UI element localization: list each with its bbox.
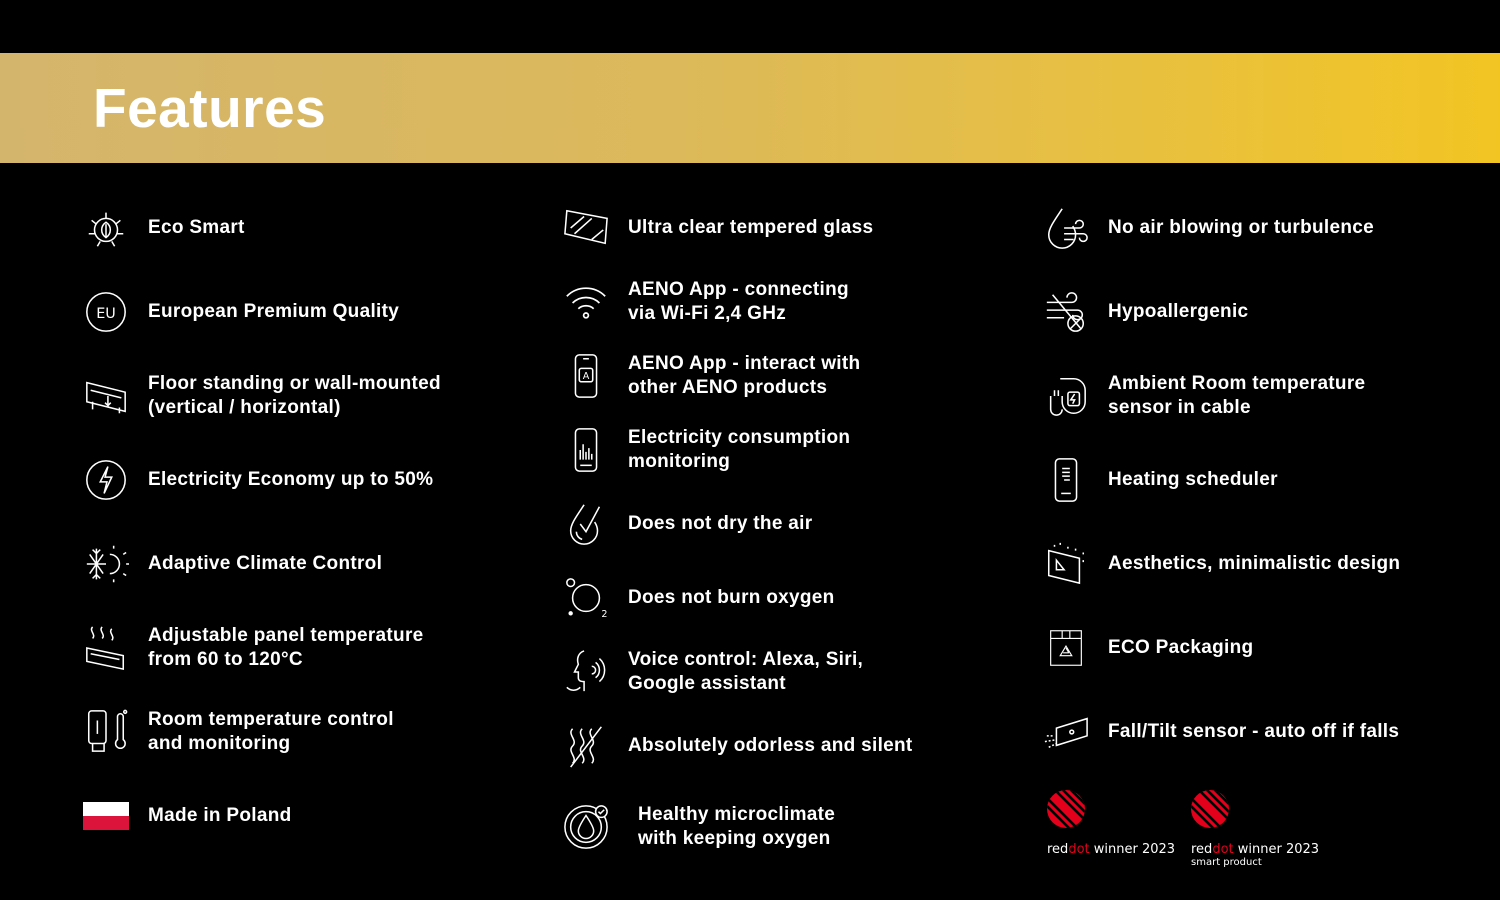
award-subcaption: smart product — [1191, 857, 1262, 868]
feature-label: Ambient Room temperature sensor in cable — [1108, 373, 1366, 418]
feature-eco-smart — [82, 204, 245, 252]
feature-no-air-blowing — [1042, 204, 1374, 252]
award-caption: reddot winner 2023 — [1191, 842, 1320, 857]
poland-flag-icon — [82, 792, 130, 840]
feature-microclimate — [562, 803, 835, 851]
odorless-icon — [562, 722, 610, 770]
feature-label: ECO Packaging — [1108, 637, 1254, 658]
feature-label: Room temperature control and monitoring — [148, 709, 394, 754]
feature-climate-control — [82, 540, 382, 588]
page-title: Features — [93, 77, 327, 139]
climate-icon — [82, 540, 130, 588]
feature-design — [1042, 540, 1400, 588]
feature-not-burn-oxygen — [562, 574, 835, 622]
oxygen-icon — [562, 574, 610, 622]
feature-label: Heating scheduler — [1108, 469, 1278, 490]
lightning-icon — [82, 456, 130, 504]
panel-heat-icon — [82, 624, 130, 672]
feature-panel-temperature — [82, 624, 424, 672]
sensor-cable-icon — [1042, 372, 1090, 420]
feature-label: Hypoallergenic — [1108, 301, 1249, 322]
feature-european-quality — [82, 288, 399, 336]
feature-label: Eco Smart — [148, 217, 245, 238]
feature-not-dry-air — [562, 500, 812, 548]
wifi-icon — [562, 278, 610, 326]
scheduler-phone-icon — [1042, 456, 1090, 504]
feature-room-sensor — [1042, 372, 1365, 420]
reddot-award-1 — [1047, 790, 1175, 857]
design-icon — [1042, 540, 1090, 588]
eco-smart-icon — [82, 204, 130, 252]
feature-scheduler — [1042, 456, 1278, 504]
voice-icon — [562, 648, 610, 696]
hypoallergenic-icon — [1042, 288, 1090, 336]
feature-label: Adjustable panel temperature from 60 to 120°C — [148, 625, 424, 670]
app-phone-icon — [562, 352, 610, 400]
feature-label: No air blowing or turbulence — [1108, 217, 1374, 238]
feature-mounting — [82, 372, 441, 420]
feature-wifi-app — [562, 278, 849, 326]
feature-label: Electricity consumption monitoring — [628, 427, 851, 472]
feature-app-interact — [562, 352, 860, 400]
feature-label: Does not burn oxygen — [628, 587, 835, 608]
feature-hypoallergenic — [1042, 288, 1248, 336]
header-banner — [0, 53, 1500, 163]
feature-label: Does not dry the air — [628, 513, 813, 534]
microclimate-icon — [562, 803, 610, 851]
reddot-award-2 — [1191, 790, 1319, 869]
feature-economy — [82, 456, 433, 504]
eu-icon — [82, 288, 130, 336]
feature-tempered-glass — [562, 204, 873, 252]
award-caption: reddot winner 2023 — [1047, 842, 1176, 857]
feature-eco-packaging — [1042, 624, 1253, 672]
feature-label: Adaptive Climate Control — [148, 553, 383, 574]
feature-consumption — [562, 426, 850, 474]
feature-tilt-sensor — [1042, 708, 1399, 756]
feature-voice-control — [562, 648, 863, 696]
mounting-icon — [82, 372, 130, 420]
feature-label: Made in Poland — [148, 805, 292, 826]
feature-label: Aesthetics, minimalistic design — [1108, 553, 1401, 574]
no-air-icon — [1042, 204, 1090, 252]
feature-label: AENO App - connecting via Wi-Fi 2,4 GHz — [628, 279, 849, 324]
feature-label: Absolutely odorless and silent — [628, 735, 913, 756]
eco-box-icon — [1042, 624, 1090, 672]
svg-text:EU: EU — [96, 305, 116, 322]
feature-label: Healthy microclimate with keeping oxygen — [638, 804, 836, 849]
feature-made-in-poland — [82, 792, 292, 840]
feature-room-temperature — [82, 708, 394, 756]
svg-text:2: 2 — [601, 609, 608, 621]
feature-label: AENO App - interact with other AENO products — [628, 353, 861, 398]
reddot-logo-icon — [1191, 790, 1229, 828]
svg-text:A: A — [582, 370, 590, 382]
tilt-icon — [1042, 708, 1090, 756]
feature-label: Fall/Tilt sensor - auto off if falls — [1108, 721, 1400, 742]
thermometer-phone-icon — [82, 708, 130, 756]
feature-label: Ultra clear tempered glass — [628, 217, 874, 238]
feature-label: Voice control: Alexa, Siri, Google assistant — [628, 649, 864, 694]
feature-odorless — [562, 722, 913, 770]
feature-label: Electricity Economy up to 50% — [148, 469, 434, 490]
consumption-phone-icon — [562, 426, 610, 474]
feature-label: European Premium Quality — [148, 301, 400, 322]
feature-label: Floor standing or wall-mounted (vertical / horizontal) — [148, 373, 441, 418]
reddot-logo-icon — [1047, 790, 1085, 828]
drop-check-icon — [562, 500, 610, 548]
glass-icon — [562, 204, 610, 252]
